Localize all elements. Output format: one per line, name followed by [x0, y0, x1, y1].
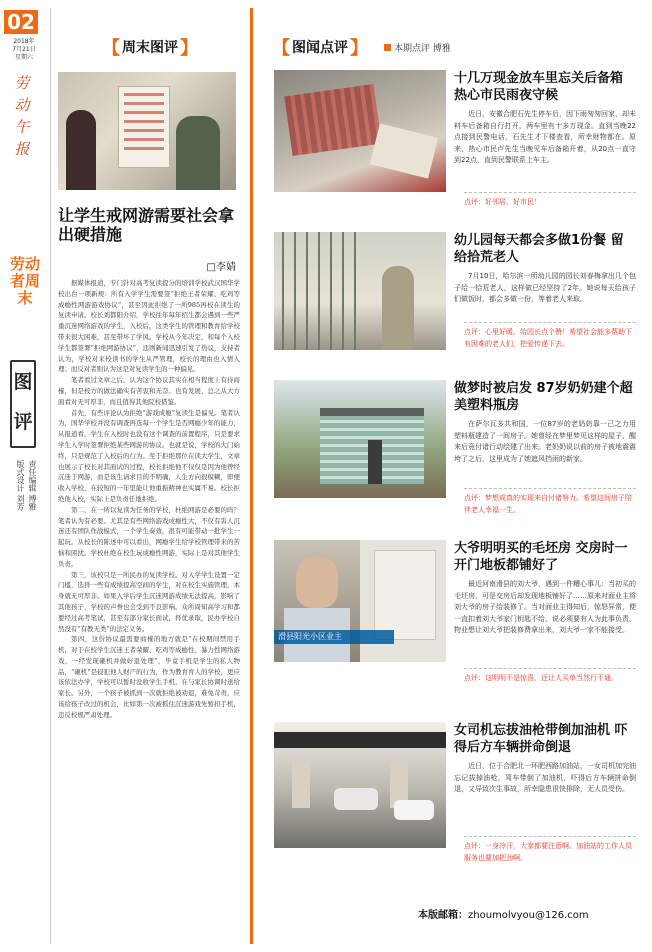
paragraph: 第三，该校只是一所民办的复读学校。对入学学生设置一定门槛，选择一些有成绩提高空间的学生，对在校生实施管理，本身就无可厚非。如果入学后学生沉迷网游成绩无法提高，影响了其他孩子，学校的声誉也会受到不良影响。众所周知高学习和都要经过高考笔试，甚至有部分家长面试，择优录取，民办学校自然没有“有教无类”的法定义务。 — [58, 570, 240, 633]
news-desc: 在萨尔瓦多共和国，一位87岁的老奶奶靠一己之力用塑料瓶建造了一间房子。她曾经在梦里梦见这样的屋子，醒来后竟付诸行动绘建了出来。老奶奶说以前的房子被地震震垮了之后，这里成为了她遮风挡雨的新家。 — [454, 420, 636, 463]
news-title: 十几万现金放车里忘关后备箱 热心市民雨夜守候 — [454, 71, 624, 103]
article-body — [58, 278, 240, 928]
credit-design: 版式设计 刘芳 — [16, 460, 25, 511]
news-title: 女司机忘拔油枪带倒加油机 吓得后方车辆拼命倒退 — [454, 723, 628, 755]
news-title: 幼儿园每天都会多做1份餐 留给拾荒老人 — [454, 233, 624, 265]
news-desc: 7月10日，哈尔滨一所幼儿园的园长刘春梅拿出几个包子给一拾荒老人，这样做已经坚持了2年。她说每天给孩子们做饭时，都会多做一份，等着老人来取。 — [454, 272, 636, 303]
date-weekday: 星期六 — [14, 54, 33, 61]
editor-note-text: 本期点评 博雅 — [394, 44, 451, 54]
news-comment: 点评：这明明不是惊喜，还让人买单当然行不通。 — [464, 674, 618, 682]
footer-email — [418, 906, 648, 921]
news-desc: 近日，安徽合肥石先生停车后，因下雨匆匆回家，却未料车后备箱自行打开，两车里有十多万现金。直到当晚22点接到民警电话，石先生才下楼查看，所幸财物都在。原来，热心市民卢先生当晚见车后备箱开着，从20点一直守到22点，直到民警联系上车主。 — [454, 110, 636, 164]
paragraph: 首先，有些评论认为拒绝“游戏成瘾”复读生是偏见。笔者认为，国华学校并没有调查再选每一个学生是否网瘾少年的能力，从报道看，学生在入校时也没有这个调查的前置程序，只是要求学生入学时签署拒绝某些网游的协议。也就是说，学校的大门始终，只是规范了入校后的行为。至于拒绝那位在读大学生，文章也展示了校长对其面试的过程，校长拒绝他不仅仅是因为他曾经沉迷于网游，而是该生请求目的不明确，人生方向很模糊，即便收入学校，在较短的一年里能让他重振精神也实属不易。校长拒绝他入校，实际上是负责任地拒绝。 — [58, 408, 240, 503]
person-figure — [176, 116, 220, 190]
editor-note — [384, 41, 451, 54]
bracket-close-icon: 】 — [180, 38, 198, 59]
news-text — [454, 70, 636, 167]
paragraph: 第二，在一所以复读为任务的学校，杜绝网游是必要的吗？笔者认为有必要。尤其是有些网络游戏成瘾性大，不仅有害人沉迷还有团队作战模式，一个学生奏效，很有可能带动一批学生一起玩。从校长的陈述中可以看出，网瘾学生给学校管理带来的苦恼和困扰。学校杜绝在校生玩成瘾性网游，实际上是对其他学生负责。 — [58, 505, 240, 568]
edition-name: 劳动者周末 — [9, 255, 40, 307]
section-title: 图闻点评 — [292, 40, 348, 56]
photo-caption: 滑县阳光小区业主 — [274, 630, 394, 644]
newspaper-logo: 劳动午报 — [14, 74, 30, 158]
news-comment: 点评：梦想成真的实现来自付诸努力。希望这间房子陪伴老人幸福一生。 — [464, 494, 632, 514]
dashed-divider — [464, 192, 636, 193]
byline: □李婧 — [206, 262, 236, 273]
news-title: 大爷明明买的毛坯房 交房时一开门地板都铺好了 — [454, 541, 628, 573]
article-photo — [58, 72, 236, 190]
footer-label: 本版邮箱： — [418, 910, 468, 921]
email-link[interactable]: zhoumolvyou@126.com — [468, 910, 589, 921]
news-item — [272, 232, 644, 372]
bracket-open-icon: 【 — [272, 38, 290, 59]
bracket-close-icon: 】 — [350, 38, 368, 59]
news-text — [454, 540, 636, 637]
news-item — [272, 380, 644, 520]
credit-editor: 责任编辑 博雅 — [28, 460, 37, 511]
dashed-divider — [464, 322, 636, 323]
news-item — [272, 70, 644, 218]
section-badge: 图评 — [10, 360, 36, 448]
notice-board — [118, 86, 170, 168]
paragraph: 第四，这份协议最需要商榷的地方就是“在校期间禁用手机，对于在校学生沉迷王者荣耀、吃鸡等成瘾性、暴力性网络游戏，一经发现砸机并做好退处理”，毕竟手机是学生的私人物品，“砸机”是侵犯他人财产的行为，作为教育育人的学校，更应该依法办学，学校可以暂时没收学生手机，在与家长协调时送给家长。另外，一个孩子被抓到一次就拒绝被劝退，难免苛责，应该给孩子改过的机会，比如第一次被抓住沉迷游戏先暂扣手机，违反校规严肃处理。 — [58, 635, 240, 719]
date-year: 2018年 — [13, 38, 35, 45]
column-divider — [250, 8, 253, 944]
news-photo-cash — [274, 70, 446, 192]
section-title: 周末图评 — [122, 40, 178, 56]
news-title: 做梦时被启发 87岁奶奶建个超美塑料瓶房 — [454, 381, 633, 413]
dashed-divider — [464, 836, 636, 837]
date-day: 7月21日 — [12, 46, 36, 53]
news-text — [454, 232, 636, 306]
credits — [4, 460, 48, 511]
news-item — [272, 540, 644, 710]
page-number: 02 — [4, 10, 38, 34]
news-photo-bottle-house — [274, 380, 446, 498]
news-photo-gas-station — [274, 722, 446, 848]
paragraph: 笔者看过文章之后，认为这个协议其实在相当程度上有待商榷，但是校方的做法确实有苦衷和无奈。也有发展、总之从大方面看对无可厚非，而且值得其他院校借鉴。 — [58, 376, 240, 406]
news-comment: 点评：心里好暖。给园长点个赞！希望社会能多帮助下有困难的老人们，把爱传递下去。 — [464, 328, 632, 348]
square-icon — [384, 44, 391, 51]
article-title: 让学生戒网游需要社会拿出硬措施 — [58, 206, 235, 244]
news-desc: 近日，位于合肥北一环肥西路加油站，一女司机加完油忘记拔掉油枪，驾车带倒了加油机，吓得后方车辆拼命倒退，又导致次生事故，所幸隐患很快排除，无人员受伤。 — [454, 762, 636, 793]
issue-date — [6, 38, 42, 62]
divider — [50, 8, 51, 944]
news-text — [454, 380, 636, 465]
news-comment: 点评：一身冷汗，大家都要注意啊。加油站的工作人员服务也要加把劲啊。 — [464, 842, 632, 862]
section-header-left — [54, 34, 246, 60]
person-figure — [66, 110, 96, 190]
news-photo-kindergarten — [274, 232, 446, 350]
news-text — [454, 722, 636, 796]
news-comment: 点评：好邻居，好市民！ — [464, 198, 541, 206]
paragraph: 据媒体报道，专门针对高考复读提分的培训学校武汉国华学校出台一项新规：所有入学学生需要签“拒绝王者荣耀、吃鸡等成瘾性网游游戏协议”，甚至因此拒绝了一所985再校在读生的复读申请。校长刘都阳介绍，学校往年每年招生都会遇到一些严重沉迷网络游戏的学生，入校后，这类学生的管理和教育给学校带来很大困难，甚至带坏了学风。学校从今年决定，和每个入校学生都签署“拒绝网游协议”，违则新闻迅速引发了热议，支持者认为，学校对来校读书的学生从严管理，校长的理由也入情入理；而反对者则认为这是对复读学生的一种偏见。 — [58, 279, 240, 374]
news-photo-apartment — [274, 540, 446, 662]
left-rail — [0, 0, 50, 952]
dashed-divider — [464, 668, 636, 669]
news-item — [272, 722, 644, 872]
dashed-divider — [464, 488, 636, 489]
news-desc: 最近河南滑县的刘大爷，遇到一件糟心事儿：当初买的毛坯房，可是交房后却发现地板铺好了……原来对面业主将刘大爷的房子给装修了。当对面业主得知后，惊怒异常，便一直扣着刘大爷家门钥匙不给，说必须要有人为此事负责。物业想让刘大爷把装修费拿出来，刘大爷一家不能接受。 — [454, 580, 636, 634]
bracket-open-icon: 【 — [102, 38, 120, 59]
